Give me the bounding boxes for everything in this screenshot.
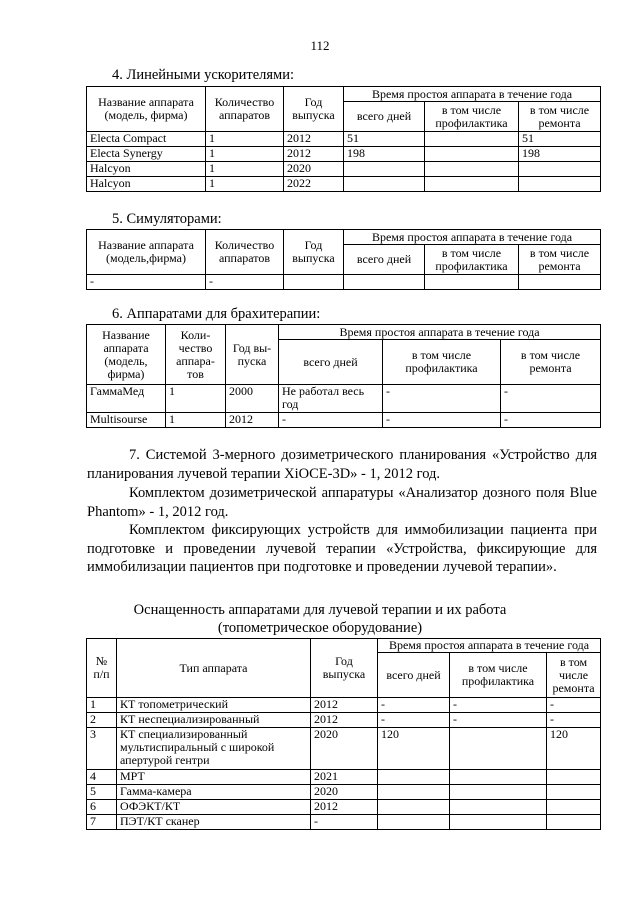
table-row: 7 ПЭТ/КТ сканер - <box>87 815 601 830</box>
table-row: - - <box>87 275 601 290</box>
table-row: 3 КТ специализированный мультиспиральный с широкой апертурой гентри 2020 120 120 <box>87 728 601 770</box>
header-year: Год выпуска <box>284 87 344 132</box>
header-prevent: в том числе профилактика <box>425 102 519 132</box>
header-name: Название аппарата (модель,фирма) <box>87 230 206 275</box>
paragraph-dosimetry: Комплектом дозиметрической аппаратуры «Анализатор дозного поля Blue Phantom» - 1, 2012 год. <box>87 485 597 520</box>
header-count: Коли-чество аппара-тов <box>166 325 226 385</box>
table-row: Multisourse 1 2012 - - - <box>87 413 601 428</box>
table-row: 1 КТ топометрический 2012 - - - <box>87 698 601 713</box>
header-prevent: в том числе профилактика <box>450 653 547 698</box>
header-repair: в том числе ремонта <box>501 340 601 385</box>
header-total: всего дней <box>344 245 425 275</box>
table-row: Halcyon 1 2020 <box>87 162 601 177</box>
summary-subtitle: (топометрическое оборудование) <box>217 620 423 636</box>
header-total: всего дней <box>279 340 383 385</box>
summary-title: Оснащенность аппаратами для лучевой терапии и их работа <box>133 602 507 618</box>
section-5-title: 5. Симуляторами: <box>112 211 222 227</box>
header-repair: в том числе ремонта <box>547 653 601 698</box>
table-row: 4 МРТ 2021 <box>87 770 601 785</box>
paragraph-planning-system: 7. Системой 3-мерного дозиметрического планирования «Устройство для планирования лучевой терапии XiOCE-3D» - 1, 2012 год. <box>87 447 597 482</box>
simulators-table <box>86 229 601 290</box>
header-repair: в том числе ремонта <box>519 102 601 132</box>
table-row: Halcyon 1 2022 <box>87 177 601 192</box>
header-type: Тип аппарата <box>117 639 311 698</box>
table-row: Electa Synergy 1 2012 198 198 <box>87 147 601 162</box>
linear-accelerators-table <box>86 86 601 192</box>
brachytherapy-table <box>86 324 601 428</box>
header-year: Год выпуска <box>284 230 344 275</box>
table-row: ГаммаМед 1 2000 Не работал весь год - - <box>87 385 601 413</box>
table-row: 2 КТ неспециализированный 2012 - - - <box>87 713 601 728</box>
header-downtime: Время простоя аппарата в течение года <box>279 325 601 340</box>
header-downtime: Время простоя аппарата в течение года <box>344 230 601 245</box>
header-total: всего дней <box>344 102 425 132</box>
table-row: Electa Compact 1 2012 51 51 <box>87 132 601 147</box>
header-downtime: Время простоя аппарата в течение года <box>378 639 601 653</box>
header-year: Год выпуска <box>311 639 378 698</box>
header-prevent: в том числе профилактика <box>425 245 519 275</box>
header-downtime: Время простоя аппарата в течение года <box>344 87 601 102</box>
header-prevent: в том числе профилактика <box>383 340 501 385</box>
header-name: Название аппарата (модель, фирма) <box>87 87 206 132</box>
header-total: всего дней <box>378 653 450 698</box>
header-name: Название аппарата (модель, фирма) <box>87 325 166 385</box>
page-number: 112 <box>310 38 330 53</box>
paragraph-fixation: Комплектом фиксирующих устройств для иммобилизации пациента при подготовке и проведении лучевой терапии «Устройства, фиксирующие для иммобилизации пациентов при подготовке и проведении лучевой терапии». <box>87 522 597 575</box>
section-4-title: 4. Линейными ускорителями: <box>112 67 295 83</box>
header-count: Количество аппаратов <box>206 87 284 132</box>
section-6-title: 6. Аппаратами для брахитерапии: <box>112 306 321 322</box>
table-row: 6 ОФЭКТ/КТ 2012 <box>87 800 601 815</box>
topometric-equipment-table <box>86 638 601 830</box>
header-year: Год вы-пуска <box>226 325 279 385</box>
header-repair: в том числе ремонта <box>519 245 601 275</box>
table-row: 5 Гамма-камера 2020 <box>87 785 601 800</box>
header-count: Количество аппаратов <box>206 230 284 275</box>
header-num: № п/п <box>87 639 117 698</box>
